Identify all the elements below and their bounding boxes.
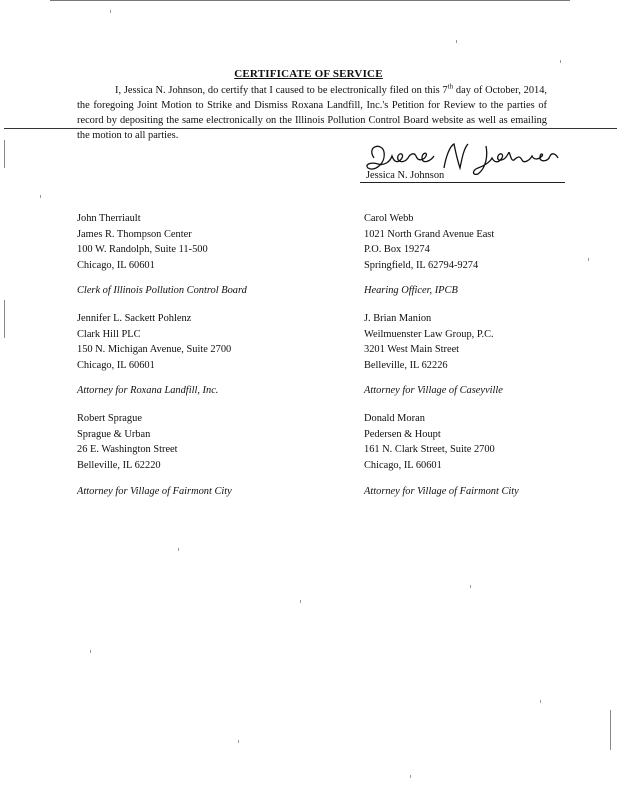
service-party-manion [364, 311, 494, 373]
address-line: Donald Moran [364, 413, 425, 424]
address-line: Belleville, IL 62220 [77, 459, 161, 471]
address-line: John Therriault [77, 213, 141, 224]
scan-speck [588, 258, 589, 261]
address-line: Chicago, IL 60601 [364, 459, 442, 471]
certificate-body [77, 83, 547, 143]
party-role: Hearing Officer, IPCB [364, 285, 458, 296]
scan-artifact-line [4, 128, 617, 129]
service-party-therriault [77, 211, 208, 273]
party-role: Attorney for Village of Fairmont City [364, 486, 519, 497]
scan-speck [90, 650, 91, 653]
body-superscript: th [447, 82, 454, 91]
scan-margin-mark [4, 140, 5, 168]
service-party-sprague [77, 411, 178, 473]
service-party-moran [364, 411, 495, 473]
scan-speck [110, 10, 111, 13]
scan-speck [238, 740, 239, 743]
address-line: 3201 West Main Street [364, 344, 460, 356]
scan-speck [470, 585, 471, 588]
scan-speck [410, 775, 411, 778]
address-line: Chicago, IL 60601 [77, 259, 155, 271]
scan-speck [456, 40, 457, 43]
signature-line [360, 182, 565, 183]
scan-speck [300, 600, 301, 603]
address-line: James R. Thompson Center [77, 228, 192, 240]
scan-top-edge [50, 0, 570, 1]
body-text-end: day of October, 2014, the foregoing Joint Motion to Strike and Dismiss Roxana Landfill, Inc.'s Petition for Review to the parties of record by depositing the same electronically on the Illinois Pollution Control Board website as well as emailing the motion to all parties. [77, 85, 547, 141]
address-line: 150 N. Michigan Avenue, Suite 2700 [77, 344, 232, 356]
page-title: CERTIFICATE OF SERVICE [234, 68, 383, 80]
address-line: P.O. Box 19274 [364, 244, 430, 256]
scan-speck [178, 548, 179, 551]
scan-speck [540, 700, 541, 703]
address-line: Robert Sprague [77, 413, 142, 424]
scan-speck [560, 60, 561, 63]
address-line: Sprague & Urban [77, 428, 151, 440]
address-line: Belleville, IL 62226 [364, 359, 448, 371]
address-line: Chicago, IL 60601 [77, 359, 155, 371]
address-line: Carol Webb [364, 213, 414, 224]
party-role: Clerk of Illinois Pollution Control Board [77, 285, 247, 296]
address-line: 161 N. Clark Street, Suite 2700 [364, 444, 495, 456]
address-line: Pedersen & Houpt [364, 428, 441, 440]
signer-name: Jessica N. Johnson [366, 170, 445, 181]
scan-margin-mark [4, 300, 5, 338]
address-line: Springfield, IL 62794-9274 [364, 259, 479, 271]
address-line: Jennifer L. Sackett Pohlenz [77, 313, 192, 324]
address-line: 100 W. Randolph, Suite 11-500 [77, 244, 208, 256]
party-role: Attorney for Roxana Landfill, Inc. [77, 385, 219, 396]
address-line: 26 E. Washington Street [77, 444, 178, 456]
scan-speck [40, 195, 41, 198]
address-line: Clark Hill PLC [77, 328, 141, 340]
party-role: Attorney for Village of Caseyville [364, 385, 503, 396]
service-party-webb [364, 211, 494, 273]
address-line: Weilmuenster Law Group, P.C. [364, 328, 494, 340]
address-line: 1021 North Grand Avenue East [364, 228, 495, 240]
party-role: Attorney for Village of Fairmont City [77, 486, 232, 497]
service-party-pohlenz [77, 311, 231, 373]
address-line: J. Brian Manion [364, 313, 432, 324]
scan-margin-mark [610, 710, 611, 750]
body-text-start: I, Jessica N. Johnson, do certify that I caused to be electronically filed on this 7 [115, 85, 448, 96]
